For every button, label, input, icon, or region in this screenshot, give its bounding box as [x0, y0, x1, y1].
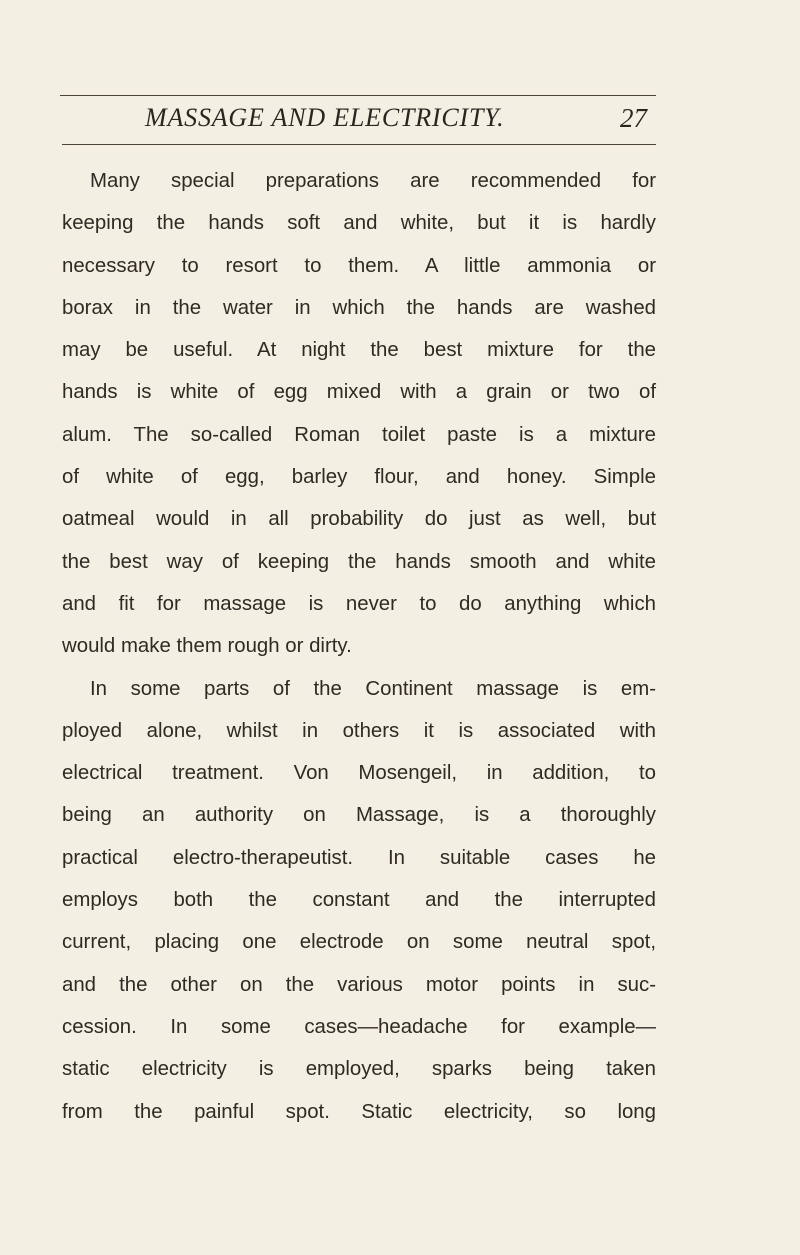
- text-line: the best way of keeping the hands smooth and white: [62, 550, 656, 573]
- text-line: static electricity is employed, sparks being taken: [62, 1058, 656, 1081]
- text-line: borax in the water in which the hands are washed: [62, 296, 656, 319]
- text-line: keeping the hands soft and white, but it is hardly: [62, 212, 656, 235]
- text-line: from the painful spot. Static electricity, so long: [62, 1100, 656, 1123]
- text-line: necessary to resort to them. A little ammonia or: [62, 254, 656, 277]
- text-line: of white of egg, barley flour, and honey. Simple: [62, 466, 656, 489]
- text-line: practical electro-therapeutist. In suitable cases he: [62, 846, 656, 869]
- text-line: alum. The so-called Roman toilet paste is a mixture: [62, 423, 656, 446]
- text-line: cession. In some cases—headache for example—: [62, 1015, 656, 1038]
- text-line: and fit for massage is never to do anything which: [62, 592, 656, 615]
- text-line: hands is white of egg mixed with a grain or two of: [62, 381, 656, 404]
- text-line: electrical treatment. Von Mosengeil, in addition, to: [62, 762, 656, 785]
- text-line: Many special preparations are recommended for: [90, 170, 656, 192]
- text-line: oatmeal would in all probability do just as well, but: [62, 508, 656, 531]
- text-line: and the other on the various motor points in suc-: [62, 973, 656, 996]
- text-line: ployed alone, whilst in others it is associated with: [62, 719, 656, 742]
- header-rule-bottom: [62, 144, 656, 145]
- text-line: employs both the constant and the interrupted: [62, 889, 656, 912]
- text-line: being an authority on Massage, is a thoroughly: [62, 804, 656, 827]
- text-line: may be useful. At night the best mixture for the: [62, 339, 656, 362]
- running-head: [145, 96, 655, 140]
- page-number: 27: [620, 102, 647, 133]
- body-text: [62, 160, 656, 1133]
- text-line: In some parts of the Continent massage is em-: [90, 677, 656, 700]
- running-title: MASSAGE AND ELECTRICITY.: [145, 103, 505, 132]
- text-line: current, placing one electrode on some neutral spot,: [62, 931, 656, 954]
- text-line: would make them rough or dirty.: [62, 635, 352, 658]
